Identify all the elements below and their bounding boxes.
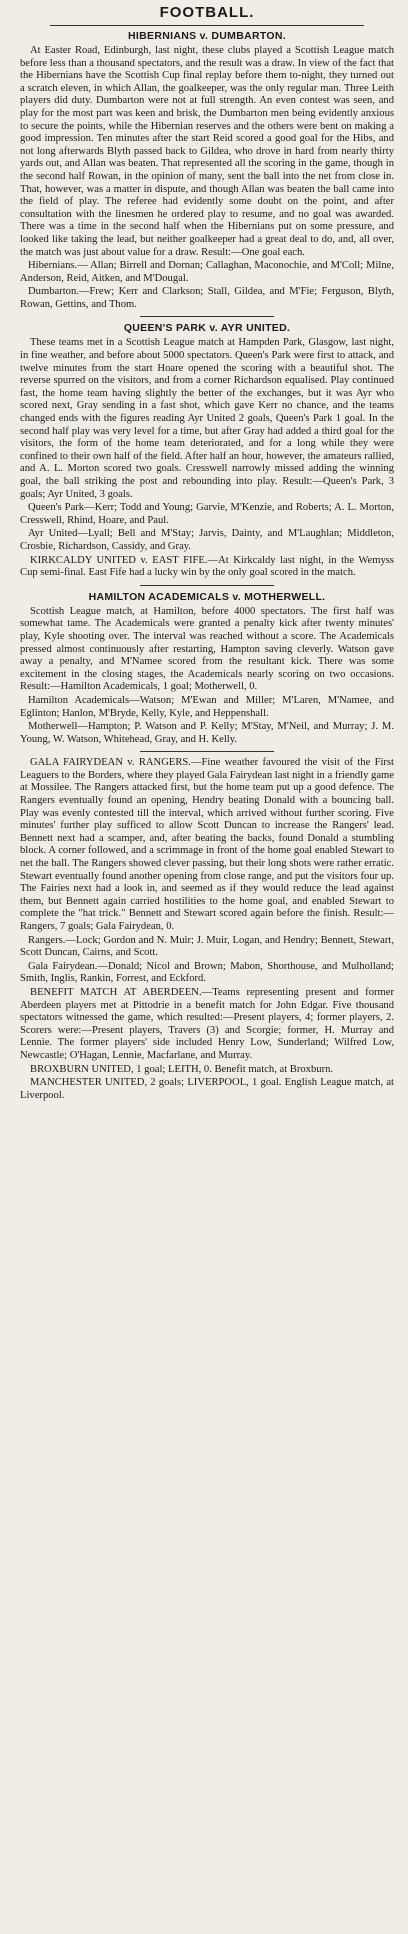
article-divider bbox=[140, 585, 274, 586]
article-kirkcaldy-east-fife bbox=[20, 555, 394, 580]
team-lineup: Ayr United—Lyall; Bell and M'Stay; Jarvis, Dainty, and M'Laughlan; Middleton, Crosbie, Richardson, Cassidy, and Gray. bbox=[20, 528, 394, 552]
article-queens-park-ayr bbox=[20, 322, 394, 553]
article-divider bbox=[140, 751, 274, 752]
team-lineup: Hibernians.— Allan; Birrell and Dornan; Callaghan, Maconochie, and M'Coll; Milne, Anderson, Reid, Aitken, and M'Dougal. bbox=[20, 260, 394, 284]
article-headline: HIBERNIANS v. DUMBARTON. bbox=[128, 30, 286, 42]
team-lineup: Rangers.—Lock; Gordon and N. Muir; J. Muir, Logan, and Hendry; Bennett, Stewart, Scott Duncan, Cairns, and Scott. bbox=[20, 934, 394, 959]
article-benefit-aberdeen bbox=[20, 987, 394, 1063]
team-lineup: Queen's Park—Kerr; Todd and Young; Garvie, M'Kenzie, and Roberts; A. L. Morton, Cresswell, Rhind, Hoare, and Paul. bbox=[20, 502, 394, 526]
article-hibernians-dumbarton bbox=[20, 30, 394, 311]
section-masthead: FOOTBALL. bbox=[159, 4, 255, 21]
article-body: At Easter Road, Edinburgh, last night, these clubs played a Scottish League match before less than a thousand spectators, and the result was a draw. In view of the fact that the Hibernians have the Scottish Cup final replay before them to-night, they turned out a scratch eleven, in which Allan, the goalkeeper, was the only regular man. Three Leith players did duty. Dumbarton were not at full strength. An even contest was seen, and play for the most part was keen and brisk, the Dumbarton men being evidently anxious to secure the points, while the Hibernian reserves and the others were bent on making a good impression. Ten minutes after the start Reid scored a good goal for the Hibs, and not long afterwards Blyth passed back to Gildea, who drove in hard from nearly thirty yards out, and Allan was beaten. That represented all the scoring in the game, though in the second half Rowan, in the opinion of many, sent the ball into the net from close in. That, however, was a matter in dispute, and though Allan was beaten the ball came into the field of play. The referee had evidently some doubt on the point, and after consultation with the linesmen he ordered play to resume, and no goal was awarded. There was a time in the second half when the Hibernians put on some pressure, and looked like taking the lead, but neither goalkeeper had a great deal to do, and, all over, the match was just about value for a draw. Result:—One goal each. bbox=[20, 45, 394, 258]
team-lineup: Motherwell—Hampton; P. Watson and P. Kelly; M'Stay, M'Neil, and Murray; J. M. Young, W. Watson, Whitehead, Gray, and H. Kelly. bbox=[20, 721, 394, 745]
article-headline: QUEEN'S PARK v. AYR UNITED. bbox=[123, 322, 291, 335]
article-body: These teams met in a Scottish League match at Hampden Park, Glasgow, last night, in fine weather, and before about 5000 spectators. Queen's Park were first to attack, and twelve minutes from the start Hoare opened the scoring with a beautiful shot. The reverse spurred on the visitors, and from a corner Richardson equalised. Play continued fast, the home team having slightly the better of the exchanges, but it was Ayr who scored next, Gray sending in a fast shot, which gave Kerr no chance, and the teams changed ends with the figures reading Ayr United 2 goals, Queen's Park 1 goal. In the second half play was very level for a time, but after Gray had added a third goal for the visitors, the form of the home team deteriorated, and for a long while they were confined to their own half of the field. After half an hour, however, the amateurs rallied, and A. L. Morton scored two goals. Cresswell narrowly missed adding the winning goal, the ball striking the post and rebounding into play. Result:—Queen's Park, 3 goals; Ayr United, 3 goals. bbox=[20, 337, 394, 500]
article-broxburn-leith bbox=[20, 1064, 394, 1077]
article-body: KIRKCALDY UNITED v. EAST FIFE.—At Kirkcaldy last night, in the Wemyss Cup semi-final. East Fife had a lucky win by the only goal scored in the match. bbox=[20, 554, 394, 579]
team-lineup: Dumbarton.—Frew; Kerr and Clarkson; Stall, Gildea, and M'Fie; Ferguson, Blyth, Rowan, Gettins, and Thom. bbox=[20, 286, 394, 310]
article-divider bbox=[140, 316, 274, 317]
masthead-rule bbox=[50, 25, 364, 26]
article-gala-rangers bbox=[20, 757, 394, 986]
article-body: GALA FAIRYDEAN v. RANGERS.—Fine weather favoured the visit of the First Leaguers to the Borders, where they played Gala Fairydean last night in a friendly game at Mossilee. The Rangers attacked first, but the home team put up a good defence. The Rangers eventually found an opening, Hendry beating Donald with a bouncing ball. Play was evenly contested till the interval, which arrived without further scoring. Five minutes' further play sufficed to allow Scott Duncan to increase the Rangers' lead. Bennett next had a scamper, and, after beating the backs, found Donald a stumbling block. A corner followed, and a scrimmage in front of the home goal enabled Stewart to net the ball. The Rangers showed clever passing, but their long shots were rather erratic. Stewart eventually found another opening from close range, and put the visitors four up. The Fairies next had a look in, and seemed as if they would reduce the lead against them, but Bennett again carried hostilities to the home goal, and enabled Stewart to complete the "hat trick." Bennett and Stewart scored again before the finish. Result:—Rangers, 7 goals; Gala Fairydean, 0. bbox=[20, 757, 394, 932]
article-hamilton-motherwell bbox=[20, 591, 394, 747]
article-manchester-liverpool bbox=[20, 1077, 394, 1102]
team-lineup: Hamilton Academicals—Watson; M'Ewan and Miller; M'Laren, M'Namee, and Eglinton; Hanlon, M'Bryde, Kelly, Kyle, and Heppenshall. bbox=[20, 694, 394, 719]
team-lineup: Gala Fairydean.—Donald; Nicol and Brown; Mabon, Shorthouse, and Mulholland; Smith, Inglis, Rankin, Forrest, and Eckford. bbox=[20, 960, 394, 985]
article-body: BROXBURN UNITED, 1 goal; LEITH, 0. Benefit match, at Broxburn. bbox=[30, 1063, 334, 1075]
article-body: Scottish League match, at Hamilton, before 4000 spectators. The first half was somewhat tame. The Academicals were granted a penalty kick after twenty minutes' play, Kyle shooting over. The interval was reached without a score. The Academicals pressed almost continuously after restarting, Hampton saving cleverly. Watson gave away a penalty, and M'Namee scored from the resultant kick. There was some excitement in the closing stages, the Academicals nearly scoring on two occasions. Result:—Hamilton Academicals, 1 goal; Motherwell, 0. bbox=[20, 605, 394, 693]
article-headline: HAMILTON ACADEMICALS v. MOTHERWELL. bbox=[88, 590, 326, 603]
article-body: MANCHESTER UNITED, 2 goals; LIVERPOOL, 1 goal. English League match, at Liverpool. bbox=[20, 1077, 394, 1101]
article-body: BENEFIT MATCH AT ABERDEEN.—Teams representing present and former Aberdeen players met at Pittodrie in a benefit match for John Edgar. Five thousand spectators witnessed the game, which resulted:—Present players, 4; former players, 2. Scorers were:—Present players, Travers (3) and Scorgie; former, H. Murray and Lennie. The former players' side included Henry Low, Sunderland; Wilfred Low, Newcastle; O'Hagan, Lennie, Macfarlane, and Murray. bbox=[20, 986, 394, 1061]
